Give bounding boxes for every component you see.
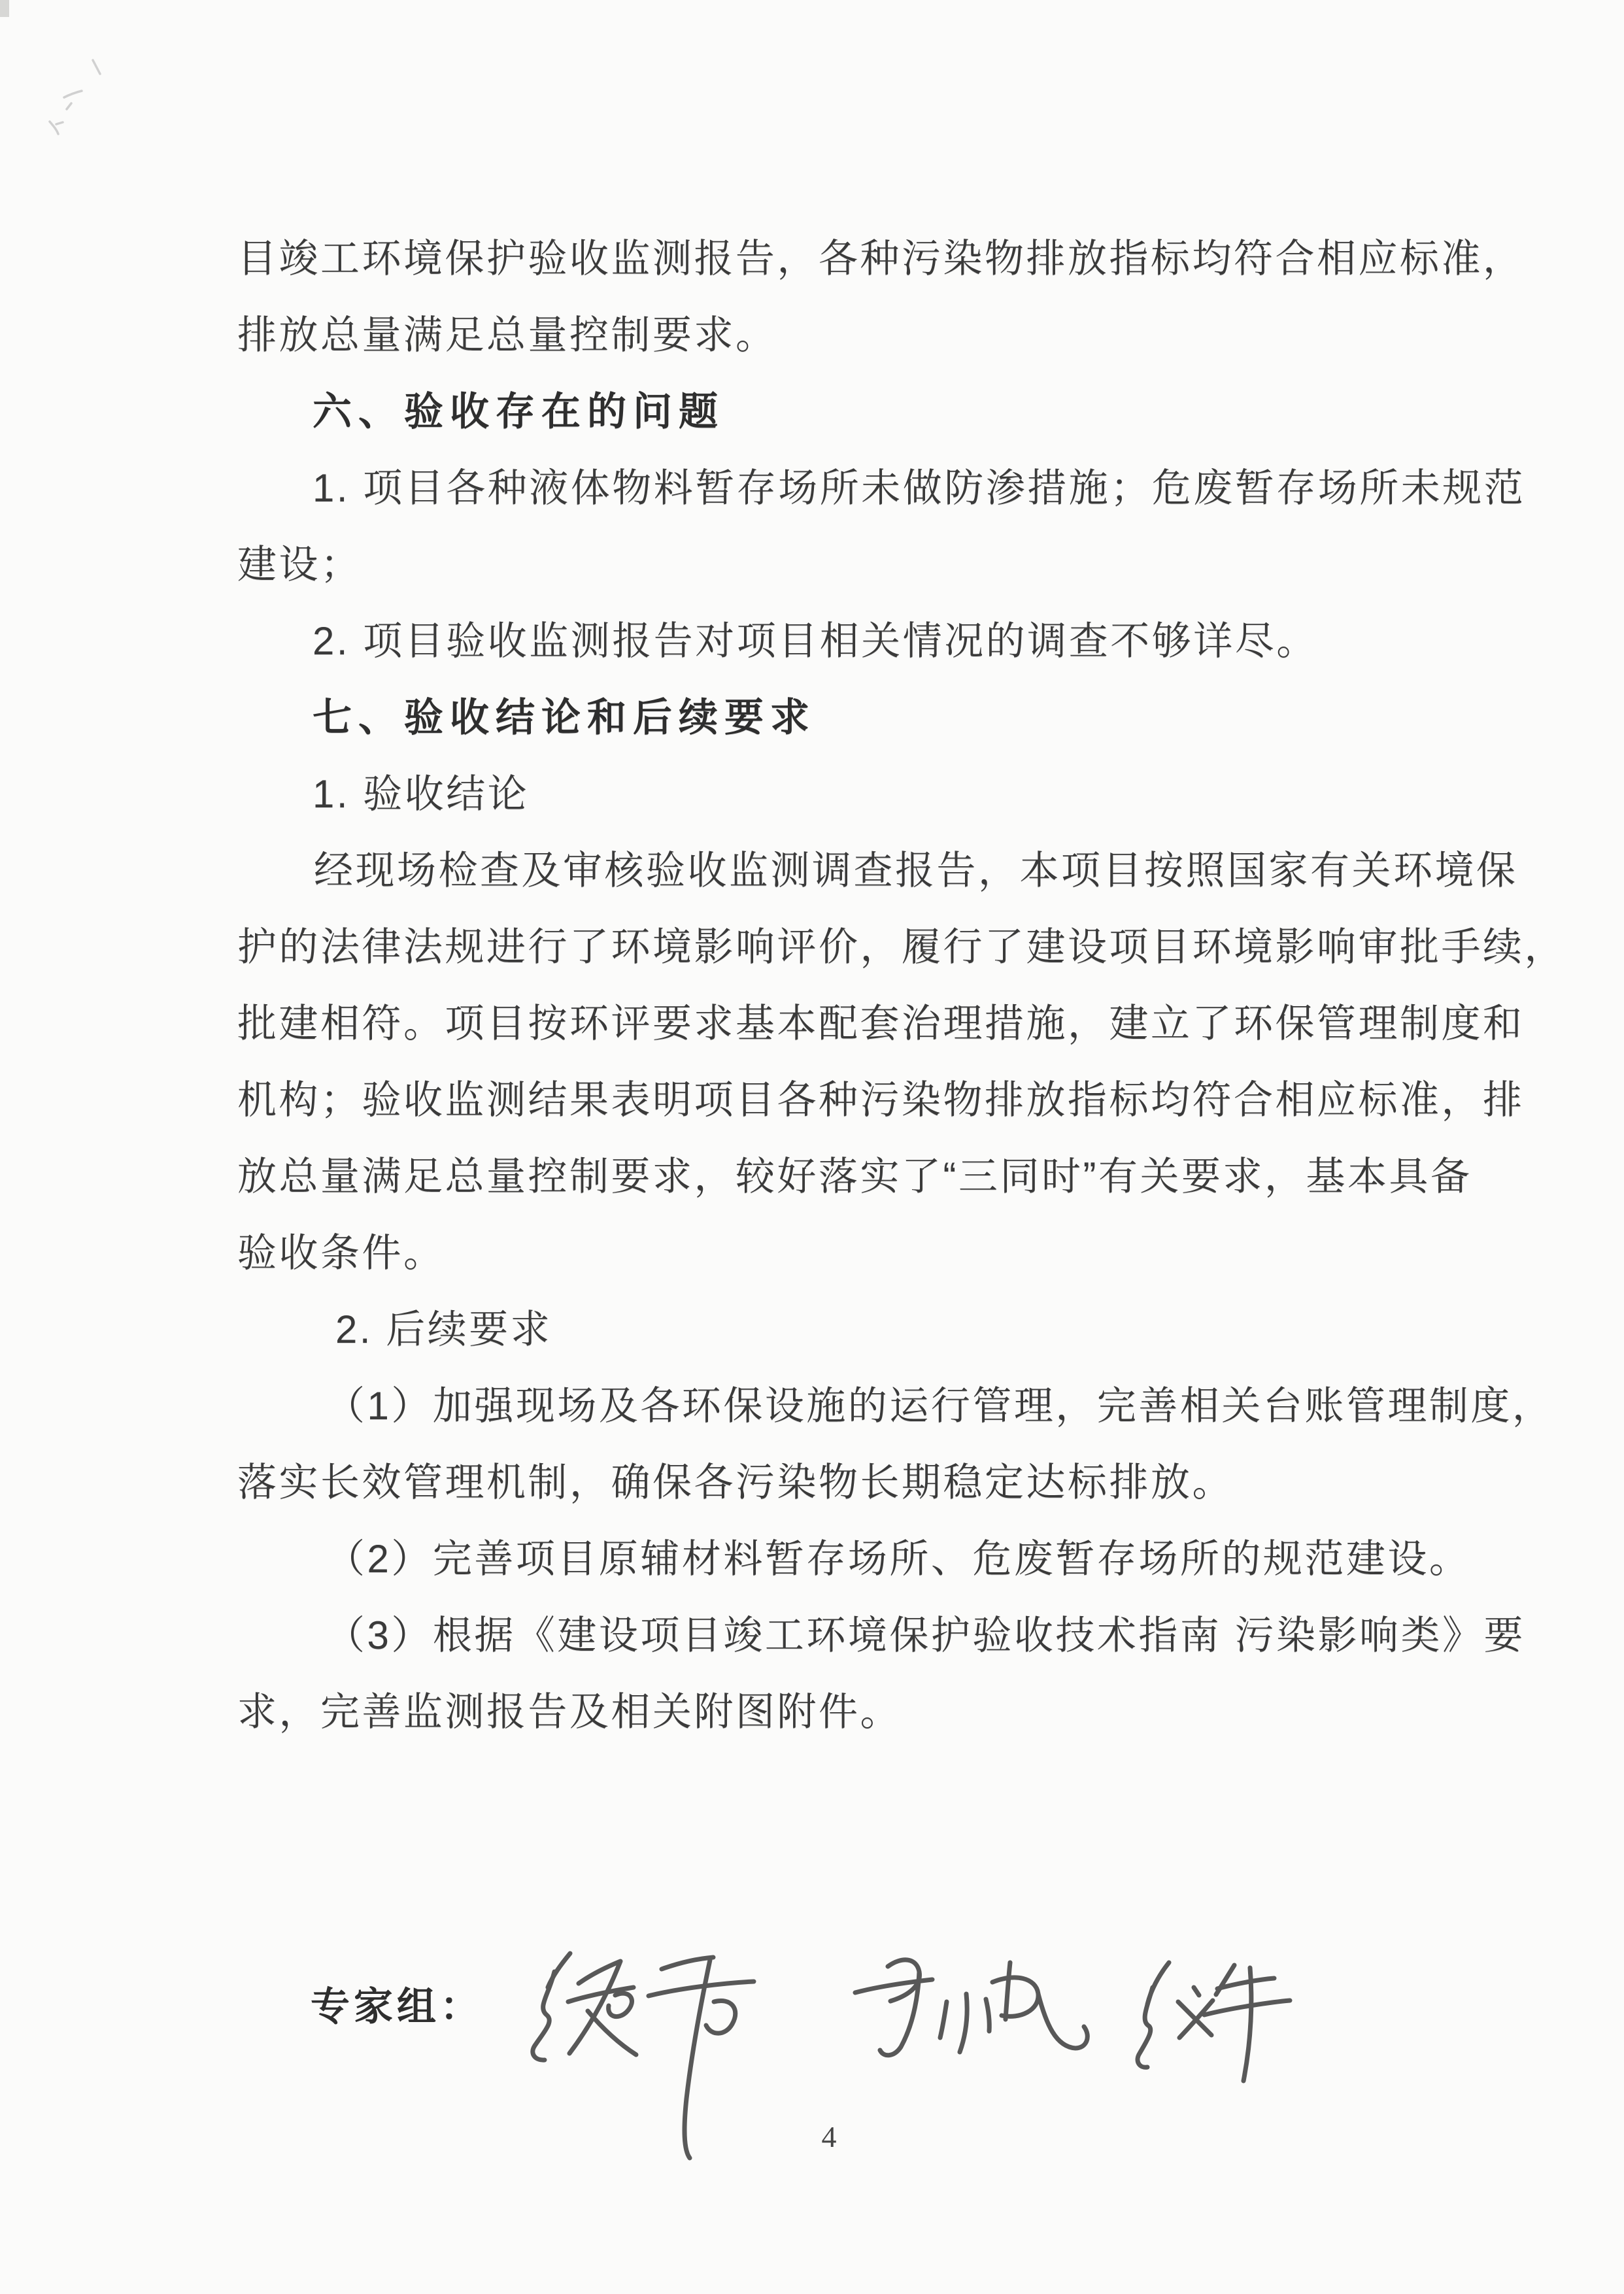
- requirement-item-2: （2）完善项目原辅材料暂存场所、危废暂存场所的规范建设。: [326, 1537, 1471, 1581]
- body-line: 放总量满足总量控制要求，较好落实了“三同时”有关要求，基本具备: [237, 1155, 1472, 1198]
- requirement-item-3: （3）根据《建设项目竣工环境保护验收技术指南 污染影响类》要: [326, 1613, 1526, 1657]
- section-heading-7: 七、验收结论和后续要求: [313, 696, 816, 739]
- body-line: 求，完善监测报告及相关附图附件。: [237, 1690, 902, 1734]
- document-body: [237, 220, 1566, 1750]
- expert-group-label: 专家组：: [311, 1985, 483, 2029]
- body-line: 批建相符。项目按环评要求基本配套治理措施，建立了环保管理制度和: [237, 1002, 1525, 1045]
- section-heading-6: 六、验收存在的问题: [313, 390, 724, 433]
- body-line: 落实长效管理机制，确保各污染物长期稳定达标排放。: [237, 1460, 1234, 1504]
- body-line: 建设；: [237, 543, 362, 586]
- body-line: 排放总量满足总量控制要求。: [237, 313, 777, 357]
- body-line: 经现场检查及审核验收监测调查报告，本项目按照国家有关环境保: [314, 849, 1518, 892]
- page-number: 4: [821, 2120, 837, 2153]
- list-item-2: 2. 项目验收监测报告对项目相关情况的调查不够详尽。: [313, 619, 1318, 663]
- list-item-1: 1. 项目各种液体物料暂存场所未做防渗措施；危废暂存场所未规范: [313, 466, 1526, 510]
- body-line: 验收条件。: [237, 1231, 445, 1275]
- body-line: 机构；验收监测结果表明项目各种污染物排放指标均符合相应标准，排: [237, 1078, 1525, 1122]
- subsection-1-title: 1. 验收结论: [313, 772, 530, 816]
- body-line: 目竣工环境保护验收监测报告，各种污染物排放指标均符合相应标准，: [237, 237, 1525, 280]
- subsection-2-title: 2. 后续要求: [335, 1307, 552, 1351]
- signature-row: [311, 1957, 1422, 2036]
- body-line: 护的法律法规进行了环境影响评价，履行了建设项目环境影响审批手续，: [237, 925, 1566, 969]
- requirement-item-1: （1）加强现场及各环保设施的运行管理，完善相关台账管理制度，: [326, 1384, 1554, 1428]
- scan-corner-smudge: [0, 0, 9, 17]
